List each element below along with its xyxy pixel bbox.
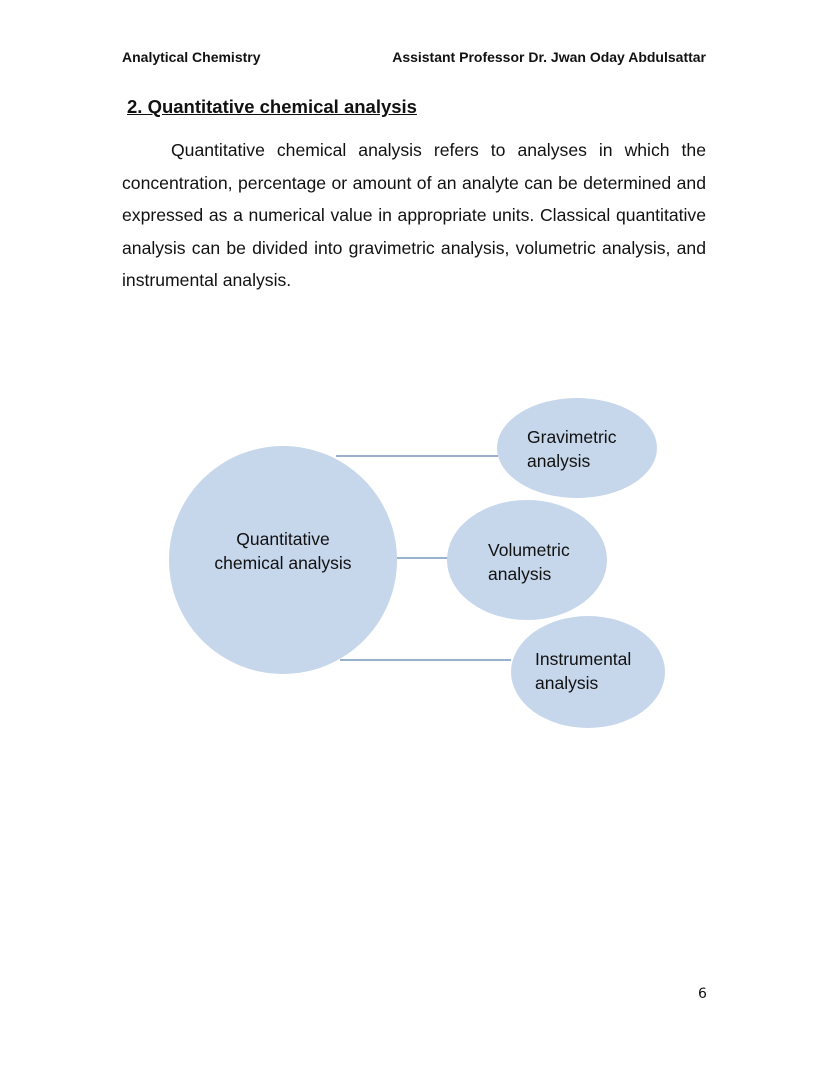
- body-paragraph: Quantitative chemical analysis refers to analyses in which the concentration, percentage or amount of an analyte can be determined and expressed as a numerical value in appropriate units. Classical quantitative analysis can be divided into gravimetric analysis, volumetric analysis, and instrumental analysis.: [122, 140, 706, 291]
- node-gravimetric: [497, 398, 657, 498]
- header-author: Assistant Professor Dr. Jwan Oday Abdulsattar: [392, 49, 706, 65]
- node-label: Volumetric: [488, 540, 570, 560]
- header-course-title: Analytical Chemistry: [122, 49, 261, 65]
- node-label: Quantitative: [236, 529, 330, 549]
- node-label: Gravimetric: [527, 427, 617, 447]
- node-label: analysis: [488, 564, 552, 584]
- node-label: Instrumental: [535, 649, 632, 669]
- node-instrumental: [511, 616, 665, 728]
- node-volumetric: [447, 500, 607, 620]
- section-heading: 2. Quantitative chemical analysis: [127, 96, 417, 117]
- node-label: chemical analysis: [214, 553, 352, 573]
- node-label: analysis: [527, 451, 591, 471]
- page-number: 6: [698, 986, 707, 1002]
- node-label: analysis: [535, 673, 599, 693]
